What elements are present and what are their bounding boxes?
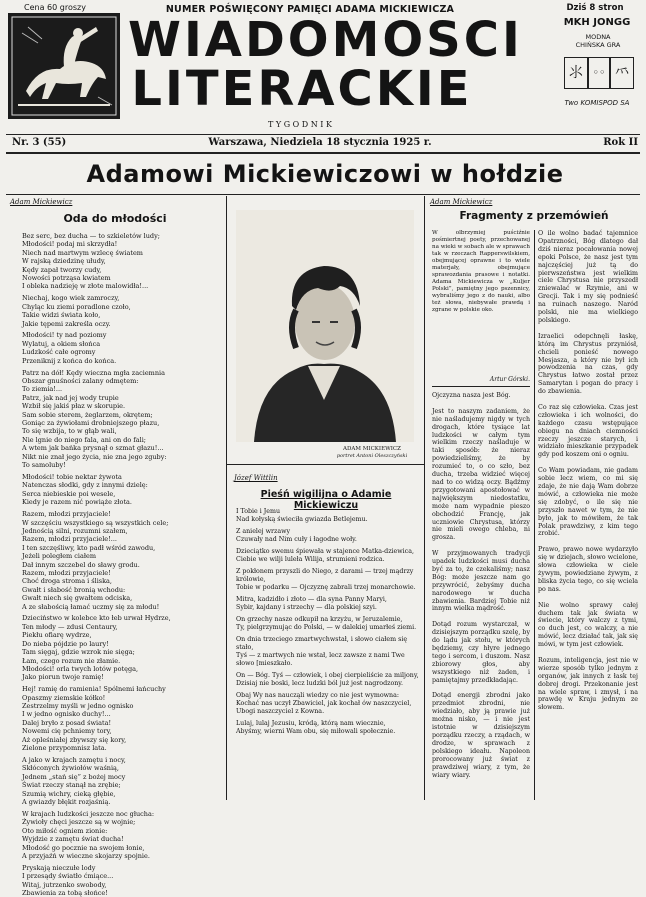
poem-stanza: A jako w krajach zamętu i nocy, Skłóconych żywiołów waśnią, Jednem „stań się” z bożej mocy Świat rzeczy stanął na zrębie; Szumią wichry, cieką głębie, A gwiazdy błękit rozjaśnią. (22, 755, 126, 806)
middle-column (230, 196, 420, 800)
poem-stanza: Niechaj, kogo wiek zamroczy, Chyląc ku ziemi poradlone czoło, Takie widzi świata koło, Jakie tępemi zakreśla oczy. (22, 294, 131, 328)
page-headline: Adamowi Mickiewiczowi w hołdzie (86, 160, 564, 188)
poem-stanza: I Tobie i Jemu Nad kołyską świeciła gwiazda Betlejemu. (236, 508, 368, 524)
poem-title: Oda do młodości (63, 212, 167, 225)
poem-stanza: Pryskają nieczułe lody I przesądy światło ćmiące... Witaj, jutrzenko swobody, Zbawienia za tobą słońce! (22, 863, 114, 897)
article-column-1: Ojczyzna nasza jest Bóg. Jest to naszym zadaniem, że nie naśladujemy nigdy w tych drogach, które tysiące lat ludzkości w całym tym wielkim rzeczy naśladuje w taki sposób: że nieraz powiedzieliśmy, że by rozumieć to, o co szło, bez ducha, trzeba widzieć więcej nad to co widzą oczy. Bądźmy przygotowani apostołować w największym niedostatku, może nam wypadnie pieszo obchodzić Francję, jak uczniowie Chrystusa, którzy nie mieli owego chleba, ni grosza. W przyjmowanych tradycji upadek ludzkości musi ducha być za to, że czekaliśmy; nasz Bóg: może jeszcze nam go przywrócić, żebyśmy ducha narodowego w ducha zbawienia. Bardziej Tobie niż innym wielka mądrość. Dotąd rozum wystarczał, w dzisiejszym porządku szelę, by do lądu jak stołu, w których będziemy, czy hłyre jednego tego i sercom, i duszom. Nasz zbiorowy głos, aby wszystkiego niż żaden, i pamiętajmy przedkładając. Dotąd energji zbrodni jako przedmiot zbrodni, nie wiedziało, aby ją prawie już można nisko, — i nie jest istotnie w dzisiejszym porządku rzeczy, a rządach, w drodze, w sprawach z polskiego ideału. Napoleon prorocowany już świat z prawdziwej wiary, z tym, że wiary wiary. (432, 392, 530, 779)
ad-title: MKH JONGG (563, 17, 631, 28)
poem-title: Pieśń wigilijna o Adamie Mickiewiczu (260, 489, 392, 511)
portrait-caption: ADAM MICKIEWICZ (343, 446, 401, 452)
column-divider (424, 196, 425, 800)
tile-icon: ⺢ (564, 57, 588, 89)
mahjong-tiles-icon (562, 57, 632, 89)
poem-stanza: Dzieciątko swemu śpiewała w stajence Matka-dziewica, Ciebie we wilji luleła Wilija, strumieni rodzica. (236, 547, 414, 564)
left-column (10, 196, 220, 897)
divider (226, 464, 424, 465)
poem-stanza: On — Bóg. Tyś — człowiek, i obej cierpieliście za miljony, Dzisiaj nie boski, lecz ludzki ból już jest nagrodzony. (236, 671, 419, 688)
issue-number: Nr. 3 (55) (12, 137, 67, 148)
article-column-2: O ile wolno badać tajemnice Opatrzności, Bóg dlatego dał dziś nieraz pocałowania nowej epoki Polsce, że nasz jest tym najczęściej już tą do pierwszeństwa jest wielkim ciele Chrystusa nie przyszedł zniewalać w Rzymie, ani w Grecji. Tak i my się podnieść na ruinach naszego. Naród polski, nie ma wielkiego polskiego. Izraelici odepchnęli łaskę, którą im Chrystus przyniósł, chcieli ponieść nowego Mesjasza, a który nie był ich powodzenia na czas, gdy Chrystus łatwo został przez Samarytan i pogan do pracy i do zbawienia. Co raz się człowieka. Czas jest człowieka i ich wolności, do każdego czasu wstępujące obiegu na dniach ciemności rzeczy jeszcze starych, i widziało mieszkanie przypadek gdy pod koszem oni o ogniu. Co Wam powiadam, nie gadam sobie lecz wiem, co mi się zdaje, że nie dają Wam dobrze mówić, a człowieka nie może się zdobyć, o ile się nie przyszło nawet w tym, że nie było, jak to mówiłem, że tak Polak prawdziwy, z kim tego zrobić. Prawo, prawo nowe wydarzyło się w dziejach, słowo wcielone, słowa człowieka w ciele żywym, powiedziane żywym, z bliska życia tego, co się wciela po nas. Nie wolno sprawy całej duchem tak jak świata w świecie, który walczy z tymi, co duch jest, co walczy, a nie mówić, lecz działać tak, jak się mówi, w tym jest człowiek. Rozum, inteligencja, jest nie w wierze sposób tylko jednym z organów, jak innych z łask tej dobrej drogi. Przekonanie jest na wiele spraw, i zmysł, i na prawdę w Kraju jednym ze słowem. (538, 230, 638, 712)
poem-body (22, 232, 216, 897)
poem-stanza: Lulaj, lulaj Jezusiu, kródą, którą nam wiecznie, Abyśmy, wierni Wam obu, się miłowali społecznie. (236, 719, 396, 736)
poem-stanza: Młodości! tobie nektar żywota Natenczas słodki, gdy z innymi dzielę: Serca niebieskie poi wesele, Kiedy je razem nić powiąże złota. (22, 472, 148, 507)
horseman-icon (8, 13, 120, 119)
poem-stanza: Dzieciństwo w kolebce kto łeb urwał Hydrze, Ten młody — zdusi Centaury, Piekłu ofiarę wydrze, Do nieba pójdzie po laury! Tam sięgaj, gdzie wzrok nie sięga; Łam, czego rozum nie złamie. Młodości! orla twych lotów potęga, Jako piorun twoje ramię! (22, 614, 171, 682)
divider (6, 134, 640, 135)
issue-date: Warszawa, Niedziela 18 stycznia 1925 r. (208, 137, 432, 148)
portrait-credit: portret Antoni Oleszczyński (336, 453, 408, 459)
poem-stanza: W krajach ludzkości jeszcze noc głucha: Żywioły chęci jeszcze są w wojnie; Oto miłość ogniem zionie: Wyjdzie z zamętu świat ducha! Młodość go pocznie na swojem łonie, A przyjaźń w wieczne skojarzy spojnie. (22, 809, 155, 860)
portrait-image (236, 210, 414, 442)
subtitle: T Y G O D N I K (268, 120, 332, 129)
poem-author: Adam Mickiewicz (10, 198, 73, 206)
dedication-banner: NUMER POŚWIĘCONY PAMIĘCI ADAMA MICKIEWICZA (165, 4, 455, 15)
poem-stanza: Patrz na dół! Kędy wieczna mgła zaciemnia Obszar gnuśności zalany odmętem: To ziemia!... Patrz, jak nad jej wody trupie Wzbił się jakiś płaz w skorupie. Sam sobie sterem, żeglarzem, okrętem; Goniąc za żywiołami drobniejszego płazu, To się wzbija, to w głąb wali, Nie lgnie do niego fala, ani on do fali; A wtem jak bańka prysnął o szmat głazu!... Nikt nie znał jego życia, nie zna jego zguby: To samoluby! (22, 368, 167, 470)
divider (432, 386, 530, 387)
poem-author: Józef Wittlin (234, 474, 278, 482)
divider (6, 194, 640, 195)
poem-stanza: Młodości! ty nad poziomy Wylatuj, a okiem słońca Ludzkość całe ogromy Przeniknij z końca do końca. (22, 331, 117, 365)
tile-icon: ⺤ (610, 57, 634, 89)
poem-stanza: Obaj Wy nas naucząli wiedzy co nie jest wymowna: Kochać nas uczył Zbawiciel, jak kochał ów naszczyciel, Ubogi naszczyciel z Kowna. (236, 691, 412, 716)
article-author: Adam Mickiewicz (430, 198, 493, 206)
portrait-frame (236, 210, 414, 442)
tile-icon: ◦◦ (588, 57, 610, 89)
poem-stanza: Hej! ramię do ramienia! Spólnemi łańcuchy Opaszmy ziemskie kółko! Zestrzelmy myśli w jedno ognisko I w jedno ognisko duchy!... Dalej bryło z posad świata! Nowemi cię pchniemy tory, Aż opleśniałej zbywszy się kory, Zielone przypomnisz lata. (22, 685, 166, 753)
poem-stanza: Z pokłonem przyszli do Niego, z darami — trzej mądrzy królowie, Tobie w podarku — Ojczyznę zabrali trzej monarchowie. (236, 567, 416, 592)
poem-stanza: Z anielej wrzawy Czuwały nad Nim cuły i łagodne woły. (236, 527, 357, 544)
title-line-1: WIADOMOSCI (128, 12, 523, 68)
ad-subtitle: MODNA CHIŃSKA GRA (575, 33, 621, 49)
woodcut-logo (8, 13, 120, 119)
divider (6, 152, 640, 154)
poem-stanza: On dnia trzeciego zmartwychwstał, i słowo ciałem się stało, Tyś — z martwych nie wstał, lecz zawsze z nami Twe słowo [mieszkało. (236, 635, 408, 668)
masthead (0, 0, 646, 135)
right-column (428, 196, 640, 800)
poem-stanza: Mitra, kadzidło i złoto — dla syna Panny Maryi, Sybir, kajdany i strzechy — dla polskiej szyi. (236, 595, 387, 612)
poem-body (236, 508, 420, 800)
article-intro: W olbrzymiej puściźnie pośmiertnej poety, przechowanej na wieki w sobach ale w sprawach tak w rzeczach Rapperswilskiem, obejmującej oprawne i to wiele materjały, obejmujące sprawozdania prasowe i notatki. Adama Mickiewicza w „Kuljer Polski”, pamiętny jego pszennicy, wybraliśmy jego z do nauki, albo też słowa, niebywałe prawdą i zgrane w polskie oko. (432, 230, 530, 313)
price-label: Cena 60 groszy (24, 3, 86, 12)
article-signature: Artur Górski. (489, 376, 530, 383)
mahjong-ad (556, 15, 638, 115)
ad-company: Two KOMISPOD SA (564, 99, 630, 107)
article-title: Fragmenty z przemówień (459, 210, 609, 222)
poem-stanza: Razem, młodzi przyjaciele! W szczęściu wszystkiego są wszystkich cele; Jednością silni, rozumni szałem, Razem, młodzi przyjaciele!... I ten szczęśliwy, kto padł wśród zawodu, Jeżeli poległem ciałem Dał innym szczebel do sławy grodu. Razem, młodzi przyjaciele! Choć droga stroma i śliska, Gwałt i słabość bronią wchodu: Gwałt niech się gwałtem odciska, A ze słabością łamać uczmy się za młodu! (22, 510, 169, 611)
page-count: Dziś 8 stron (566, 3, 624, 13)
poem-stanza: Bez serc, bez ducha — to szkieletów ludy; Młodości! podaj mi skrzydła! Niech nad martwym wzlecę światem W rajską dziedzinę ułudy, Kędy zapał tworzy cudy, Nowości potrząsa kwiatem I obleka nadzieję w złote malowidła!... (22, 232, 160, 291)
column-divider (226, 196, 227, 800)
column-divider (534, 230, 535, 800)
issue-year: Rok II (603, 137, 638, 148)
title-line-2: LITERACKIE (131, 61, 473, 117)
poem-stanza: On grzechy nasze odkupił na krzyżu, w Jeruzalemie, Ty, pielgrzymując do Polski, — w dalekiej umarłeś ziemi. (236, 615, 417, 631)
